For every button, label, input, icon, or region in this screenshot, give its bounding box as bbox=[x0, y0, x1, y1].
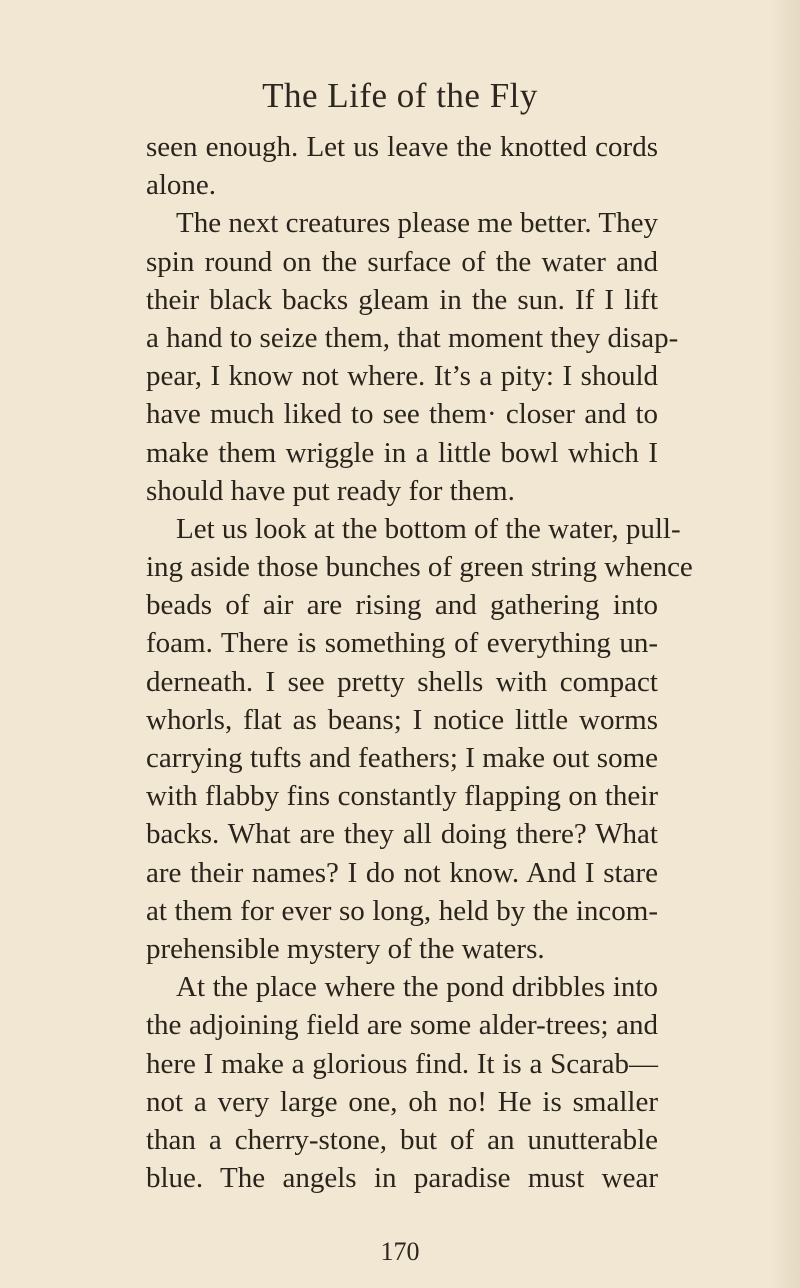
text-line: seen enough. Let us leave the knotted cords bbox=[146, 131, 658, 163]
text-line: at them for ever so long, held by the incom- bbox=[146, 894, 658, 927]
text-line: blue. The angels in paradise must wear bbox=[146, 1162, 658, 1195]
text-line: Let us look at the bottom of the water, pull- bbox=[176, 512, 681, 545]
text-line: here I make a glorious find. It is a Scarab— bbox=[146, 1047, 658, 1080]
running-head: The Life of the Fly bbox=[262, 76, 538, 115]
text-line: whorls, flat as beans; I notice little worms bbox=[146, 703, 658, 736]
page-number: 170 bbox=[380, 1237, 420, 1266]
text-line: a hand to seize them, that moment they disap- bbox=[146, 321, 679, 354]
text-line: spin round on the surface of the water and bbox=[146, 245, 658, 278]
text-line: have much liked to see them· closer and to bbox=[146, 398, 658, 431]
text-line: not a very large one, oh no! He is smaller bbox=[146, 1085, 658, 1118]
text-line: carrying tufts and feathers; I make out some bbox=[146, 742, 658, 774]
text-line: make them wriggle in a little bowl which I bbox=[146, 436, 658, 469]
text-line: pear, I know not where. It’s a pity: I should bbox=[146, 360, 658, 393]
text-line: prehensible mystery of the waters. bbox=[146, 932, 545, 965]
text-line: than a cherry-stone, but of an unutterable bbox=[146, 1123, 658, 1156]
text-line: are their names? I do not know. And I stare bbox=[146, 856, 658, 889]
text-line: At the place where the pond dribbles into bbox=[176, 971, 658, 1004]
body-text bbox=[146, 128, 693, 1197]
text-line: ing aside those bunches of green string whence bbox=[146, 551, 693, 584]
text-line: derneath. I see pretty shells with compact bbox=[146, 665, 658, 698]
text-line: alone. bbox=[146, 169, 217, 202]
text-line: beads of air are rising and gathering into bbox=[146, 589, 658, 622]
text-line: backs. What are they all doing there? What bbox=[146, 818, 658, 851]
text-line: should have put ready for them. bbox=[146, 474, 515, 507]
text-line: the adjoining field are some alder-trees; and bbox=[146, 1009, 658, 1042]
text-line: with flabby fins constantly flapping on their bbox=[146, 780, 658, 813]
text-line: foam. There is something of everything un- bbox=[146, 627, 658, 660]
text-line: The next creatures please me better. They bbox=[176, 207, 658, 240]
text-line: their black backs gleam in the sun. If I lift bbox=[146, 283, 658, 316]
